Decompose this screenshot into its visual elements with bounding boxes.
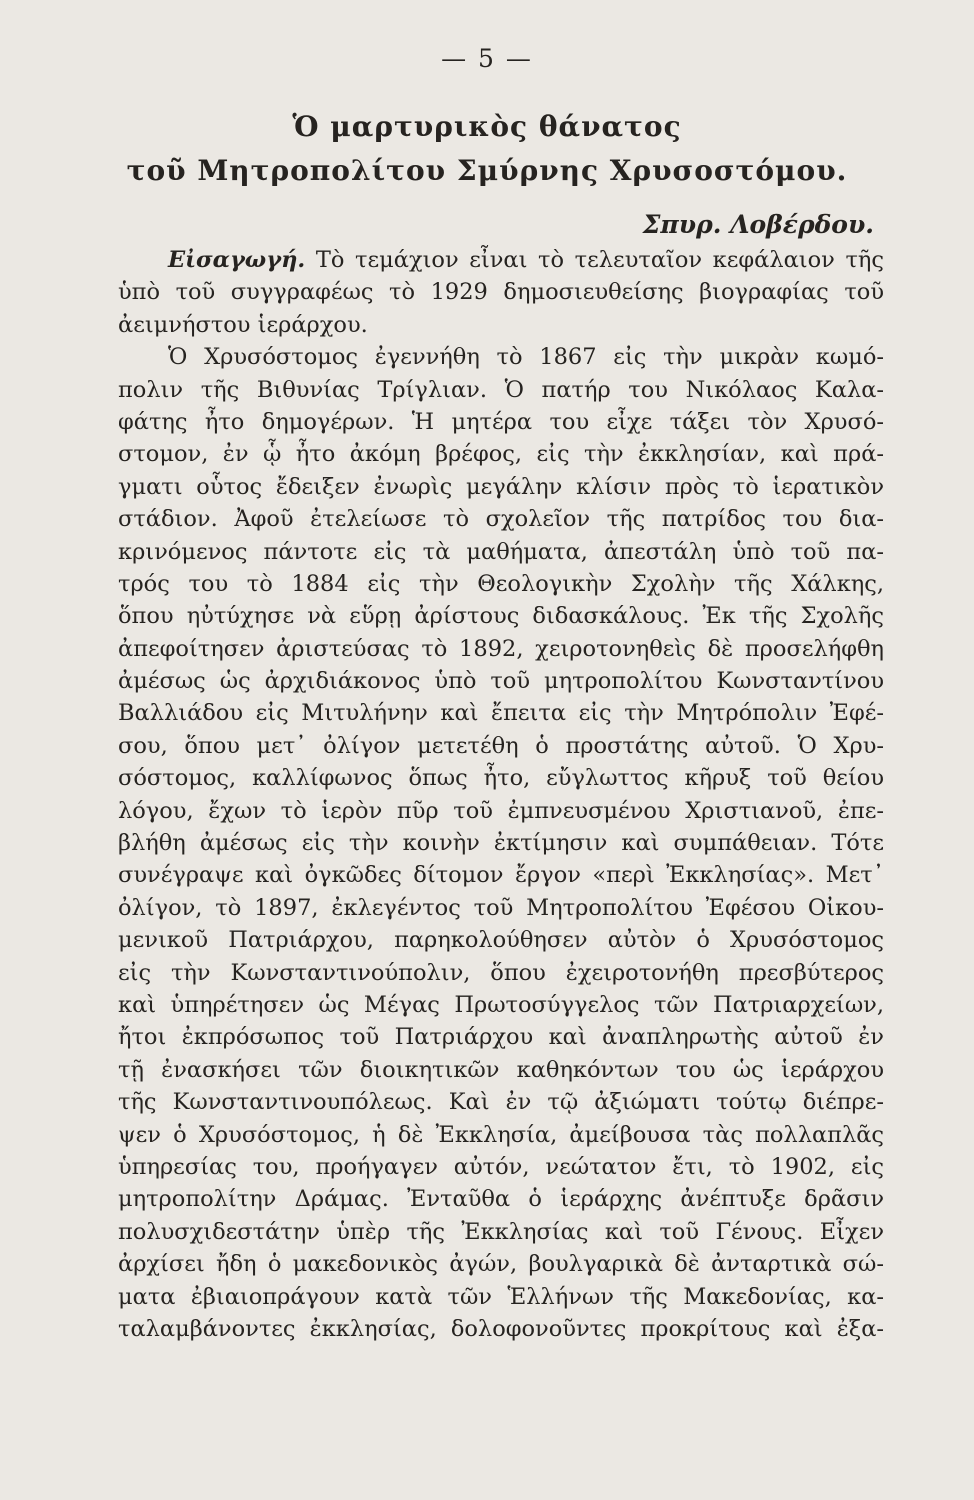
text-line: ψεν ὁ Χρυσόστομος, ἡ δὲ Ἐκκλησία, ἀμείβουσα τὰς πολλαπλᾶς <box>118 1121 884 1148</box>
text-line: στάδιον. Ἀφοῦ ἐτελείωσε τὸ σχολεῖον τῆς πατρίδος του δια- <box>118 506 884 533</box>
text-line: καὶ ὑπηρέτησεν ὡς Μέγας Πρωτοσύγγελος τῶν Πατριαρχείων, <box>118 991 884 1018</box>
text-line: ματα ἐβιαιοπράγουν κατὰ τῶν Ἑλλήνων τῆς Μακεδονίας, κα- <box>118 1283 884 1310</box>
text-line: στομον, ἐν ᾧ ἦτο ἀκόμη βρέφος, εἰς τὴν ἐκκλησίαν, καὶ πρά- <box>118 441 884 468</box>
text-line: πολιν τῆς Βιθυνίας Τρίγλιαν. Ὁ πατήρ του Νικόλαος Καλα- <box>118 376 884 403</box>
text-line: ὅπου ηὐτύχησε νὰ εὕρῃ ἀρίστους διδασκάλους. Ἐκ τῆς Σχολῆς <box>118 603 884 630</box>
text-line: ἀρχίσει ἤδη ὁ μακεδονικὸς ἀγών, βουλγαρικὰ δὲ ἀνταρτικὰ σώ- <box>118 1251 884 1278</box>
intro-label: Εἰσαγωγή. <box>168 247 306 273</box>
text-line: ἀειμνήστου ἱεράρχου. <box>118 311 368 338</box>
text-line: τρός του τὸ 1884 εἰς τὴν Θεολογικὴν Σχολὴν τῆς Χάλκης, <box>118 570 884 597</box>
text-line: μενικοῦ Πατριάρχου, παρηκολούθησεν αὐτὸν ὁ Χρυσόστομος <box>118 927 884 954</box>
text-line: συνέγραψε καὶ ὀγκῶδες δίτομον ἔργον «περὶ Ἐκκλησίας». Μετ᾽ <box>118 862 884 889</box>
text-line: Εἰσαγωγή. Τὸ τεμάχιον εἶναι τὸ τελευταῖον κεφάλαιον τῆς <box>168 247 884 273</box>
title-line-1: Ὁ μαρτυρικὸς θάνατος <box>292 110 682 143</box>
author-name: Σπυρ. Λοβέρδου. <box>642 210 874 239</box>
page-number: — 5 — <box>441 44 533 73</box>
text-line: φάτης ἦτο δημογέρων. Ἡ μητέρα του εἶχε τάξει τὸν Χρυσό- <box>118 408 884 435</box>
text-line: ταλαμβάνοντες ἐκκλησίας, δολοφονοῦντες προκρίτους καὶ ἐξα- <box>118 1315 884 1342</box>
text-line: ἀπεφοίτησεν ἀριστεύσας τὸ 1892, χειροτονηθεὶς δὲ προσελήφθη <box>118 635 884 662</box>
text-line: ἤτοι ἐκπρόσωπος τοῦ Πατριάρχου καὶ ἀναπληρωτὴς αὐτοῦ ἐν <box>118 1024 884 1051</box>
text-line: ὑπηρεσίας του, προήγαγεν αὐτόν, νεώτατον ἔτι, τὸ 1902, εἰς <box>118 1153 884 1180</box>
text-line: σου, ὅπου μετ᾽ ὀλίγον μετετέθη ὁ προστάτης αὐτοῦ. Ὁ Χρυ- <box>118 732 884 759</box>
text-line: βλήθη ἀμέσως εἰς τὴν κοινὴν ἐκτίμησιν καὶ συμπάθειαν. Τότε <box>118 830 884 857</box>
text-line: ὑπὸ τοῦ συγγραφέως τὸ 1929 δημοσιευθείσης βιογραφίας τοῦ <box>118 279 884 306</box>
text-line: εἰς τὴν Κωνσταντινούπολιν, ὅπου ἐχειροτονήθη πρεσβύτερος <box>118 959 884 986</box>
text-line: Ὁ Χρυσόστομος ἐγεννήθη τὸ 1867 εἰς τὴν μικρὰν κωμό- <box>168 344 884 371</box>
text-line: ὀλίγον, τὸ 1897, ἐκλεγέντος τοῦ Μητροπολίτου Ἐφέσου Οἰκου- <box>118 894 884 921</box>
text-line: τῆς Κωνσταντινουπόλεως. Καὶ ἐν τῷ ἀξιώματι τούτῳ διέπρε- <box>118 1089 884 1116</box>
text-line: ἀμέσως ὡς ἀρχιδιάκονος ὑπὸ τοῦ μητροπολίτου Κωνσταντίνου <box>118 668 884 695</box>
text-line: κρινόμενος πάντοτε εἰς τὰ μαθήματα, ἀπεστάλη ὑπὸ τοῦ πα- <box>118 538 884 565</box>
title-line-2: τοῦ Μητροπολίτου Σμύρνης Χρυσοστόμου. <box>126 154 848 187</box>
text-line: λόγου, ἔχων τὸ ἱερὸν πῦρ τοῦ ἐμπνευσμένου Χριστιανοῦ, ἐπε- <box>118 797 884 824</box>
text-line: μητροπολίτην Δράμας. Ἐνταῦθα ὁ ἱεράρχης ἀνέπτυξε δρᾶσιν <box>118 1186 884 1213</box>
text-line: Βαλλιάδου εἰς Μιτυλήνην καὶ ἔπειτα εἰς τὴν Μητρόπολιν Ἐφέ- <box>118 700 884 727</box>
text-line: σόστομος, καλλίφωνος ὅπως ἦτο, εὔγλωττος κῆρυξ τοῦ θείου <box>118 765 884 792</box>
text-line: πολυσχιδεστάτην ὑπὲρ τῆς Ἐκκλησίας καὶ τοῦ Γένους. Εἶχεν <box>118 1218 884 1245</box>
text-line: τῇ ἐνασκήσει τῶν διοικητικῶν καθηκόντων του ὡς ἱεράρχου <box>118 1056 884 1083</box>
body-text <box>118 244 884 1345</box>
text-line: γματι οὗτος ἔδειξεν ἐνωρὶς μεγάλην κλίσιν πρὸς τὸ ἱερατικὸν <box>118 473 884 500</box>
